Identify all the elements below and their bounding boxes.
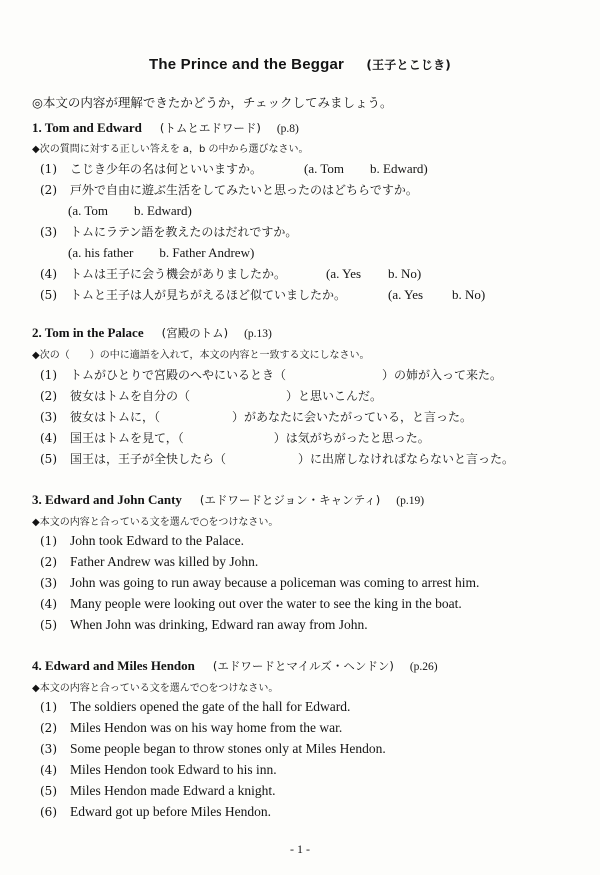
sentence-before: 彼女はトムに，（ [70, 410, 161, 424]
item-number: (1) [40, 368, 57, 382]
q3-item-4[interactable] [40, 596, 462, 612]
option-b[interactable]: b. Edward) [134, 203, 192, 218]
q2-item-2 [40, 388, 382, 404]
q4-item-5[interactable] [40, 783, 275, 799]
statement-text: Many people were looking out over the water to see the king in the boat. [70, 596, 462, 611]
sentence-before: 彼女はトムを自分の（ [70, 389, 191, 403]
section-4-title: 4. Edward and Miles Hendon [32, 658, 195, 673]
q3-item-3[interactable] [40, 575, 479, 591]
item-number: (1) [40, 534, 57, 548]
q4-item-3[interactable] [40, 741, 386, 757]
option-b[interactable]: b. No) [452, 287, 486, 302]
item-number: (5) [40, 784, 57, 798]
statement-text: John was going to run away because a policeman was coming to arrest him. [70, 575, 480, 590]
option-a[interactable]: (a. Yes [388, 287, 424, 302]
section-1-page-ref: (p.8) [276, 123, 299, 135]
sentence-before: 国王はトムを見て，（ [70, 431, 184, 445]
q1-item-3-options [68, 245, 254, 261]
page-title [0, 56, 600, 73]
section-4-page-ref: (p.26) [409, 661, 438, 673]
item-number: (5) [40, 618, 57, 632]
q1-item-1 [40, 161, 428, 177]
section-4-heading [32, 658, 438, 674]
option-a[interactable]: (a. Tom [68, 203, 109, 218]
item-number: (4) [40, 431, 57, 445]
item-number: (5) [40, 288, 57, 302]
q3-item-1[interactable] [40, 533, 244, 549]
item-number: (5) [40, 452, 57, 466]
q2-item-4 [40, 430, 430, 446]
q4-item-4[interactable] [40, 762, 277, 778]
title-english: The Prince and the Beggar [149, 56, 345, 73]
statement-text: Some people began to throw stones only at Miles Hendon. [70, 741, 386, 756]
statement-text: John took Edward to the Palace. [70, 533, 244, 548]
question-text: 戸外で自由に遊ぶ生活をしてみたいと思ったのはどちらですか。 [70, 183, 418, 197]
section-2-page-ref: (p.13) [244, 328, 272, 340]
q4-item-6[interactable] [40, 804, 271, 820]
q1-item-4 [40, 266, 422, 282]
item-number: (6) [40, 805, 57, 819]
q1-item-2 [40, 182, 418, 198]
sentence-before: 国王は，王子が全快したら（ [70, 452, 227, 466]
q4-item-1[interactable] [40, 699, 350, 715]
statement-text: Father Andrew was killed by John. [70, 554, 259, 569]
section-1-heading [32, 120, 299, 136]
page-number: - 1 - [290, 842, 310, 856]
item-number: (3) [40, 225, 57, 239]
statement-text: Miles Hendon made Edward a knight. [70, 783, 276, 798]
option-b[interactable]: b. Edward) [370, 161, 428, 176]
section-2-title-jp: (宮殿のトム) [161, 326, 229, 340]
sentence-after: ）は気がちがったと思った。 [273, 431, 430, 445]
statement-text: The soldiers opened the gate of the hall for Edward. [70, 699, 351, 714]
sentence-before: トムがひとりで宮殿のへやにいるとき（ [70, 368, 287, 382]
q1-item-2-options [68, 203, 192, 219]
q2-item-1 [40, 367, 502, 383]
q1-item-5 [40, 287, 486, 303]
q3-item-5[interactable] [40, 617, 368, 633]
q1-item-3 [40, 224, 297, 240]
section-3-instruction: ◆本文の内容と合っている文を選んで○をつけなさい。 [32, 517, 279, 528]
sentence-after: ）と思いこんだ。 [286, 389, 383, 403]
option-a[interactable]: (a. his father [68, 245, 134, 260]
title-japanese: (王子とこじき) [366, 58, 451, 72]
statement-text: Edward got up before Miles Hendon. [70, 804, 271, 819]
section-1-title-jp: (トムとエドワード) [159, 121, 261, 135]
item-number: (4) [40, 597, 57, 611]
option-a[interactable]: (a. Yes [326, 266, 362, 281]
q2-item-5 [40, 451, 514, 467]
item-number: (2) [40, 183, 57, 197]
item-number: (1) [40, 700, 57, 714]
statement-text: Miles Hendon took Edward to his inn. [70, 762, 277, 777]
section-3-heading [32, 492, 424, 508]
section-3-title-jp: (エドワードとジョン・キャンティ) [199, 493, 381, 507]
section-2-instruction: ◆次の（ ）の中に適語を入れて，本文の内容と一致する文にしなさい。 [32, 350, 370, 361]
item-number: (1) [40, 162, 57, 176]
item-number: (2) [40, 389, 57, 403]
item-number: (4) [40, 763, 57, 777]
item-number: (3) [40, 742, 57, 756]
section-2-heading [32, 325, 272, 341]
item-number: (2) [40, 721, 57, 735]
item-number: (2) [40, 555, 57, 569]
question-text: こじき少年の名は何といいますか。 [70, 162, 263, 176]
option-b[interactable]: b. Father Andrew) [159, 245, 255, 260]
section-4-instruction: ◆本文の内容と合っている文を選んで○をつけなさい。 [32, 683, 279, 694]
intro-text: ◎本文の内容が理解できたかどうか，チェックしてみましょう。 [32, 95, 393, 110]
item-number: (3) [40, 410, 57, 424]
q3-item-2[interactable] [40, 554, 258, 570]
q4-item-2[interactable] [40, 720, 342, 736]
statement-text: When John was drinking, Edward ran away from John. [70, 617, 368, 632]
sentence-after: ）があなたに会いたがっている，と言った。 [232, 410, 473, 424]
section-3-title: 3. Edward and John Canty [32, 492, 182, 507]
q2-item-3 [40, 409, 472, 425]
section-1-title: 1. Tom and Edward [32, 120, 142, 135]
section-2-title: 2. Tom in the Palace [32, 325, 144, 340]
item-number: (4) [40, 267, 57, 281]
sentence-after: ）の姉が入って来た。 [382, 368, 503, 382]
section-1-instruction: ◆次の質問に対する正しい答えを a，b の中から選びなさい。 [32, 144, 309, 155]
option-b[interactable]: b. No) [388, 266, 422, 281]
item-number: (3) [40, 576, 57, 590]
question-text: トムは王子に会う機会がありましたか。 [70, 267, 287, 281]
question-text: トムと王子は人が見ちがえるほど似ていましたか。 [70, 288, 347, 302]
section-3-page-ref: (p.19) [396, 495, 425, 507]
option-a[interactable]: (a. Tom [304, 161, 345, 176]
statement-text: Miles Hendon was on his way home from the war. [70, 720, 343, 735]
section-4-title-jp: (エドワードとマイルズ・ヘンドン) [212, 659, 394, 673]
question-text: トムにラテン語を教えたのはだれですか。 [70, 225, 298, 239]
sentence-after: ）に出席しなければならないと言った。 [298, 452, 515, 466]
